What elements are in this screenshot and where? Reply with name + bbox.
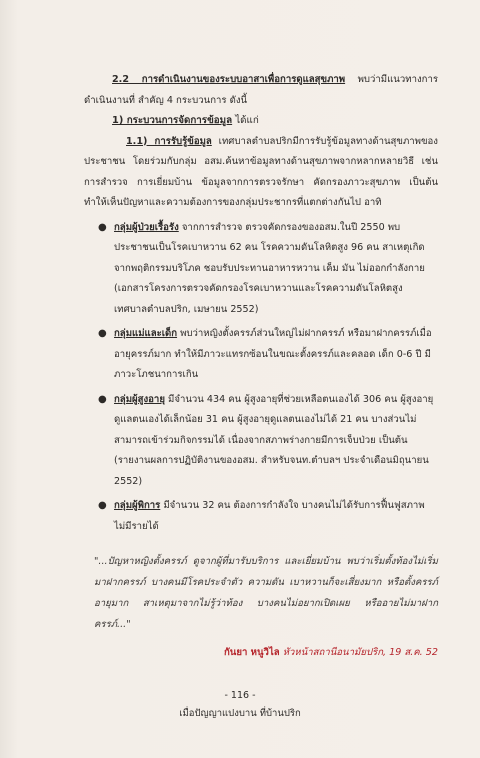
section-heading: 2.2 การดำเนินงานของระบบอาสาเพื่อการดูแลสุขภาพ bbox=[112, 74, 346, 85]
bullet-item bbox=[98, 390, 438, 493]
bullet-icon: ● bbox=[98, 221, 107, 233]
book-title: เมื่อปัญญาแปงบาน ที่บ้านปริก bbox=[179, 708, 301, 719]
subsection-1-label: 1) กระบวนการจัดการข้อมูล bbox=[112, 115, 233, 126]
bullet-item bbox=[98, 496, 438, 537]
section-heading-rest: พบว่ามีแนวทางการดำเนินงานที่ สำคัญ 4 กระบวนการ ดังนี้ bbox=[84, 74, 438, 106]
quote-author-role: หัวหน้าสถานีอนามัยปริก, 19 ส.ค. 52 bbox=[279, 647, 438, 658]
bullet-icon: ● bbox=[98, 500, 107, 511]
page-content bbox=[84, 70, 438, 664]
subsection-1-1-rest: เทศบาลตำบลปริกมีการรับรู้ข้อมูลทางด้านสุขภาพของประชาชน โดยร่วมกับกลุ่ม อสม.ค้นหาข้อมูลทางด้านสุขภาพจากหลากหลายวิธี เช่น การสำรวจ การเยี่ยมบ้าน ข้อมูลจากการตรวจรักษา คัดกรองภาวะสุขภาพ เป็นต้น ทำให้เห็นปัญหาและความต้องการของกลุ่มประชากรที่แตกต่างกันไป อาทิ bbox=[84, 135, 438, 208]
bullet-text: จากการสำรวจ ตรวจคัดกรองของอสม.ในปี 2550 พบประชาชนเป็นโรคเบาหวาน 62 คน โรคความดันโลหิตสูง 96 คน สาเหตุเกิดจากพฤติกรรมบริโภค ชอบรับประทานอาหารหวาน เค็ม มัน ไม่ออกกำลังกาย (เอกสารโครงการตรวจคัดกรองโรคเบาหวานและโรคความดันโลหิตสูง เทศบาลตำบลปริก, เมษายน 2552) bbox=[114, 221, 425, 315]
page-number: - 116 - bbox=[224, 690, 256, 701]
interview-quote: "...ปัญหาหญิงตั้งครรภ์ ดูจากผู้ที่มารับบริการ และเยี่ยมบ้าน พบว่าเริ่มตั้งท้องไม่เริ่มมาฝากครรภ์ บางคนมีโรคประจำตัว ความดัน เบาหวานก็จะเสี่ยงมาก หรือตั้งครรภ์อายุมาก สาเหตุมาจากไม่รู้ว่าท้อง บางคนไม่อยากเปิดเผย หรืออายไม่มาฝากครรภ์..." bbox=[94, 556, 438, 630]
bullet-label: กลุ่มแม่และเด็ก bbox=[114, 328, 178, 339]
section-paragraph bbox=[84, 70, 438, 111]
bullet-label: กลุ่มผู้สูงอายุ bbox=[114, 393, 165, 405]
bullet-icon: ● bbox=[98, 328, 107, 339]
subsection-1-1 bbox=[84, 132, 438, 214]
bullet-text: มีจำนวน 434 คน ผู้สูงอายุที่ช่วยเหลือตนเองได้ 306 คน ผู้สูงอายุดูแลตนเองได้เล็กน้อย 31 คน ผู้สูงอายุดูแลตนเองไม่ได้ 21 คน บางส่วนไม่สามารถเข้าร่วมกิจกรรมได้ เนื่องจากสภาพร่างกายมีการเจ็บป่วย เป็นต้น (รายงานผลการปฏิบัติงานของอสม. สำหรับจนท.ตำบลฯ ประจำเดือนมิถุนายน 2552) bbox=[114, 393, 434, 487]
bullet-text: พบว่าหญิงตั้งครรภ์ส่วนใหญ่ไม่ฝากครรภ์ หรือมาฝากครรภ์เมื่ออายุครรภ์มาก ทำให้มีภาวะแทรกซ้อนในขณะตั้งครรภ์และคลอด เด็ก 0-6 ปี มีภาวะโภชนาการเกิน bbox=[114, 328, 432, 380]
bullet-label: กลุ่มผู้ป่วยเรื้อรัง bbox=[114, 221, 179, 233]
bullet-icon: ● bbox=[98, 393, 107, 405]
quote-author: กันยา หนูวิไล bbox=[223, 647, 280, 658]
bullet-item bbox=[98, 324, 438, 386]
subsection-1-1-label: 1.1) การรับรู้ข้อมูล bbox=[126, 135, 212, 147]
subsection-1 bbox=[112, 111, 438, 132]
subsection-1-rest: ได้แก่ bbox=[232, 115, 259, 126]
bullet-item bbox=[98, 218, 438, 321]
bullet-text: มีจำนวน 32 คน ต้องการกำลังใจ บางคนไม่ได้รับการฟื้นฟูสภาพ ไม่มีรายได้ bbox=[114, 500, 425, 532]
quote-attribution bbox=[84, 643, 438, 664]
bullet-label: กลุ่มผู้พิการ bbox=[114, 500, 161, 511]
